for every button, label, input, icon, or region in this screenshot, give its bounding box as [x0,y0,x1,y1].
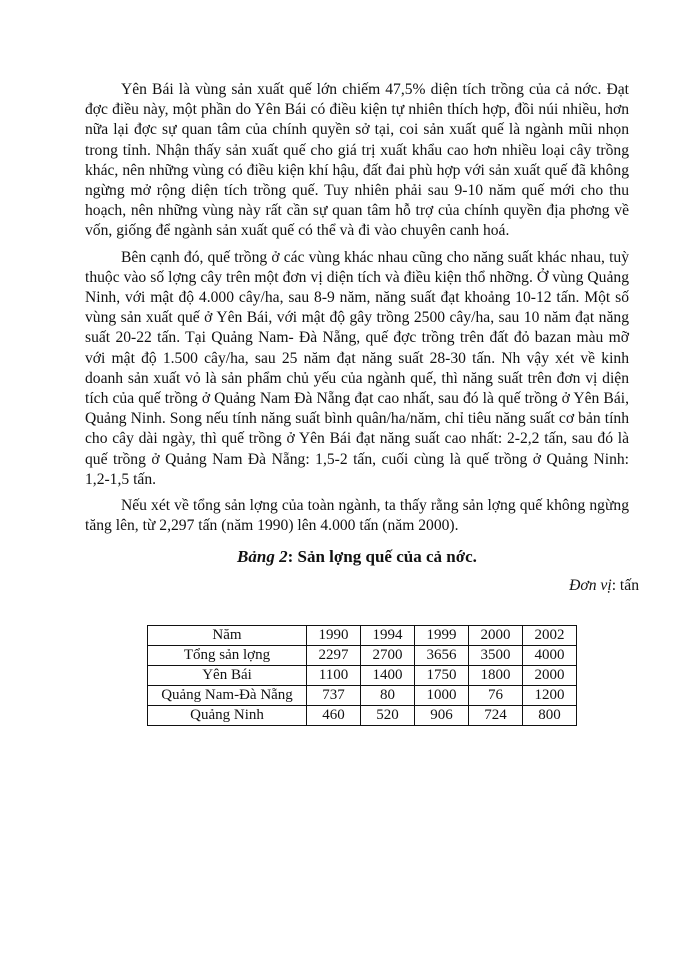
table-cell: 1750 [415,666,469,686]
table-cell: 1200 [523,686,577,706]
table-cell: 1400 [361,666,415,686]
table-cell: 906 [415,706,469,726]
table-cell: 724 [469,706,523,726]
table-cell: Quảng Nam-Đà Nẵng [148,686,307,706]
table-cell: Quảng Ninh [148,706,307,726]
table-caption-label: Bảng 2 [237,547,288,567]
table-row [148,666,577,686]
paragraph-1: Yên Bái là vùng sản xuất quế lớn chiếm 47,5% diện tích trồng của cả nớc. Đạt đợc điều này, một phần do Yên Bái có điều kiện tự nhiên thích hợp, đồi núi nhiều, hơn nữa lại đợc sự quan tâm của chính quyền sở tại, coi sản xuất quế là ngành mũi nhọn trong tỉnh. Nhận thấy sản xuất quế cho giá trị xuất khẩu cao hơn nhiều loại cây trồng khác, nên những vùng có điều kiện khí hậu, đất đai phù hợp với sản xuất quế đã không ngừng mở rộng diện tích trồng quế. Tuy nhiên phải sau 9-10 năm quế mới cho thu hoạch, nên những vùng này rất cần sự quan tâm hỗ trợ của chính quyền địa phơng về vốn, giống để ngành sản xuất quế có thể và đi vào chuyên canh hoá. [85,81,629,240]
table-header-cell: 1990 [307,626,361,646]
table-header-cell: 2000 [469,626,523,646]
table-cell: 3500 [469,646,523,666]
table-unit [85,576,639,596]
paragraph-3: Nếu xét về tổng sản lợng của toàn ngành, ta thấy rằng sản lợng quế không ngừng tăng lên, từ 2,297 tấn (năm 1990) lên 4.000 tấn (năm 2000). [85,497,629,535]
table-cell: 460 [307,706,361,726]
table-row [148,646,577,666]
table-caption [85,546,629,568]
table-cell: 3656 [415,646,469,666]
table-cell: 2000 [523,666,577,686]
table-cell: 76 [469,686,523,706]
table-cell: 520 [361,706,415,726]
document-page [85,80,639,596]
table-cell: 2297 [307,646,361,666]
table-unit-label: Đơn vị [569,577,612,595]
table-cell: 2700 [361,646,415,666]
table-header-cell: 1994 [361,626,415,646]
table-cell: 4000 [523,646,577,666]
table-row [148,686,577,706]
table-header-cell: 1999 [415,626,469,646]
paragraph-2: Bên cạnh đó, quế trồng ở các vùng khác nhau cũng cho năng suất khác nhau, tuỳ thuộc vào số lợng cây trên một đơn vị diện tích và điều kiện thổ nhỡng. Ở vùng Quảng Ninh, với mật độ 4.000 cây/ha, sau 8-9 năm, năng suất đạt khoảng 10-12 tấn. Một số vùng sản xuất quế ở Yên Bái, với mật độ gây trồng 2500 cây/ha, sau 10 năm đạt năng suất 20-22 tấn. Tại Quảng Nam- Đà Nẵng, quế đợc trồng trên đất đỏ bazan màu mỡ với mật độ 1.500 cây/ha, sau 25 năm đạt năng suất 28-30 tấn. Nh vậy xét về kinh doanh sản xuất vỏ là sản phẩm chủ yếu của ngành quế, thì năng suất trên đơn vị diện tích của quế trồng ở Quảng Nam Đà Nẵng đạt cao nhất, sau đó là quế trồng ở Yên Bái, Quảng Ninh. Song nếu tính năng suất bình quân/ha/năm, chỉ tiêu năng suất cơ bản tính cho cây dài ngày, thì quế trồng ở Yên Bái đạt năng suất cao nhất: 2-2,2 tấn, sau đó là quế trồng ở Quảng Nam Đà Nẵng: 1,5-2 tấn, cuối cùng là quế trồng ở Quảng Ninh: 1,2-1,5 tấn. [85,248,629,488]
table-cell: 800 [523,706,577,726]
table-cell: 1800 [469,666,523,686]
table-caption-title: Sản lợng quế của cả nớc. [297,547,477,567]
table-cell: Tổng sản lợng [148,646,307,666]
table-cell: 80 [361,686,415,706]
table-header-cell: 2002 [523,626,577,646]
table-row [148,706,577,726]
table-header-row [148,626,577,646]
table-unit-value: : tấn [611,577,639,595]
table-cell: 1100 [307,666,361,686]
table-cell: Yên Bái [148,666,307,686]
production-table [147,625,577,726]
table-header-cell: Năm [148,626,307,646]
table-cell: 1000 [415,686,469,706]
table-caption-separator: : [287,547,298,567]
table-cell: 737 [307,686,361,706]
